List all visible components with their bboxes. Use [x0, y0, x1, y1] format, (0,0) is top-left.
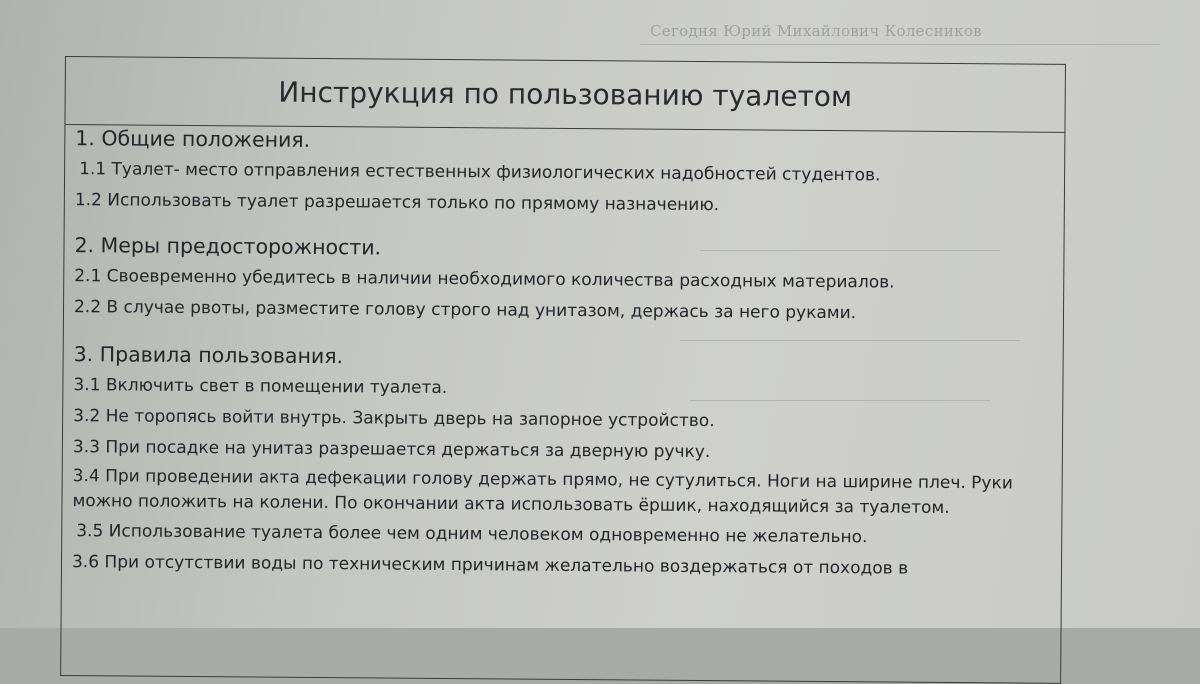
section-item: 3.6 При отсутствии воды по техническим причинам желательно воздержаться от походов в: [71, 552, 909, 579]
section-item: 3.4 При проведении акта дефекации голову держать прямо, не сутулиться. Ноги на ширине плеч. Руки можно положить на колени. По окончании акта использовать ёршик, находящийся за туалетом.: [72, 466, 1013, 518]
section-item: 1.2 Использовать туалет разрешается только по прямому назначению.: [74, 190, 720, 216]
section-heading: 3. Правила пользования.: [73, 342, 344, 369]
section-item: 3.5 Использование туалета более чем одним человеком одновременно не желательно.: [76, 521, 868, 548]
section-item: 2.2 В случае рвоты, разместите голову строго над унитазом, держась за него руками.: [73, 297, 857, 324]
section-item: 1.1 Туалет- место отправления естественных физиологических надобностей студентов.: [79, 159, 881, 186]
instruction-table: [60, 56, 1066, 684]
bleed-through-line: [640, 44, 1160, 45]
instruction-body: [62, 125, 1065, 583]
section-item: 2.1 Своевременно убедитесь в наличии необходимого количества расходных материалов.: [74, 266, 895, 293]
section-item: 3.3 При посадке на унитаз разрешается держаться за дверную ручку.: [72, 437, 711, 463]
section-heading: 2. Меры предосторожности.: [74, 233, 382, 260]
section-heading: 1. Общие положения.: [75, 126, 311, 152]
bleed-through-text: Сегодня Юрий Михайлович Колесников: [650, 22, 982, 40]
section-item: 3.1 Включить свет в помещении туалета.: [73, 375, 448, 399]
document-title: Инструкция по пользованию туалетом: [65, 57, 1065, 133]
section-item: 3.2 Не торопясь войти внутрь. Закрыть дверь на запорное устройство.: [73, 406, 715, 432]
